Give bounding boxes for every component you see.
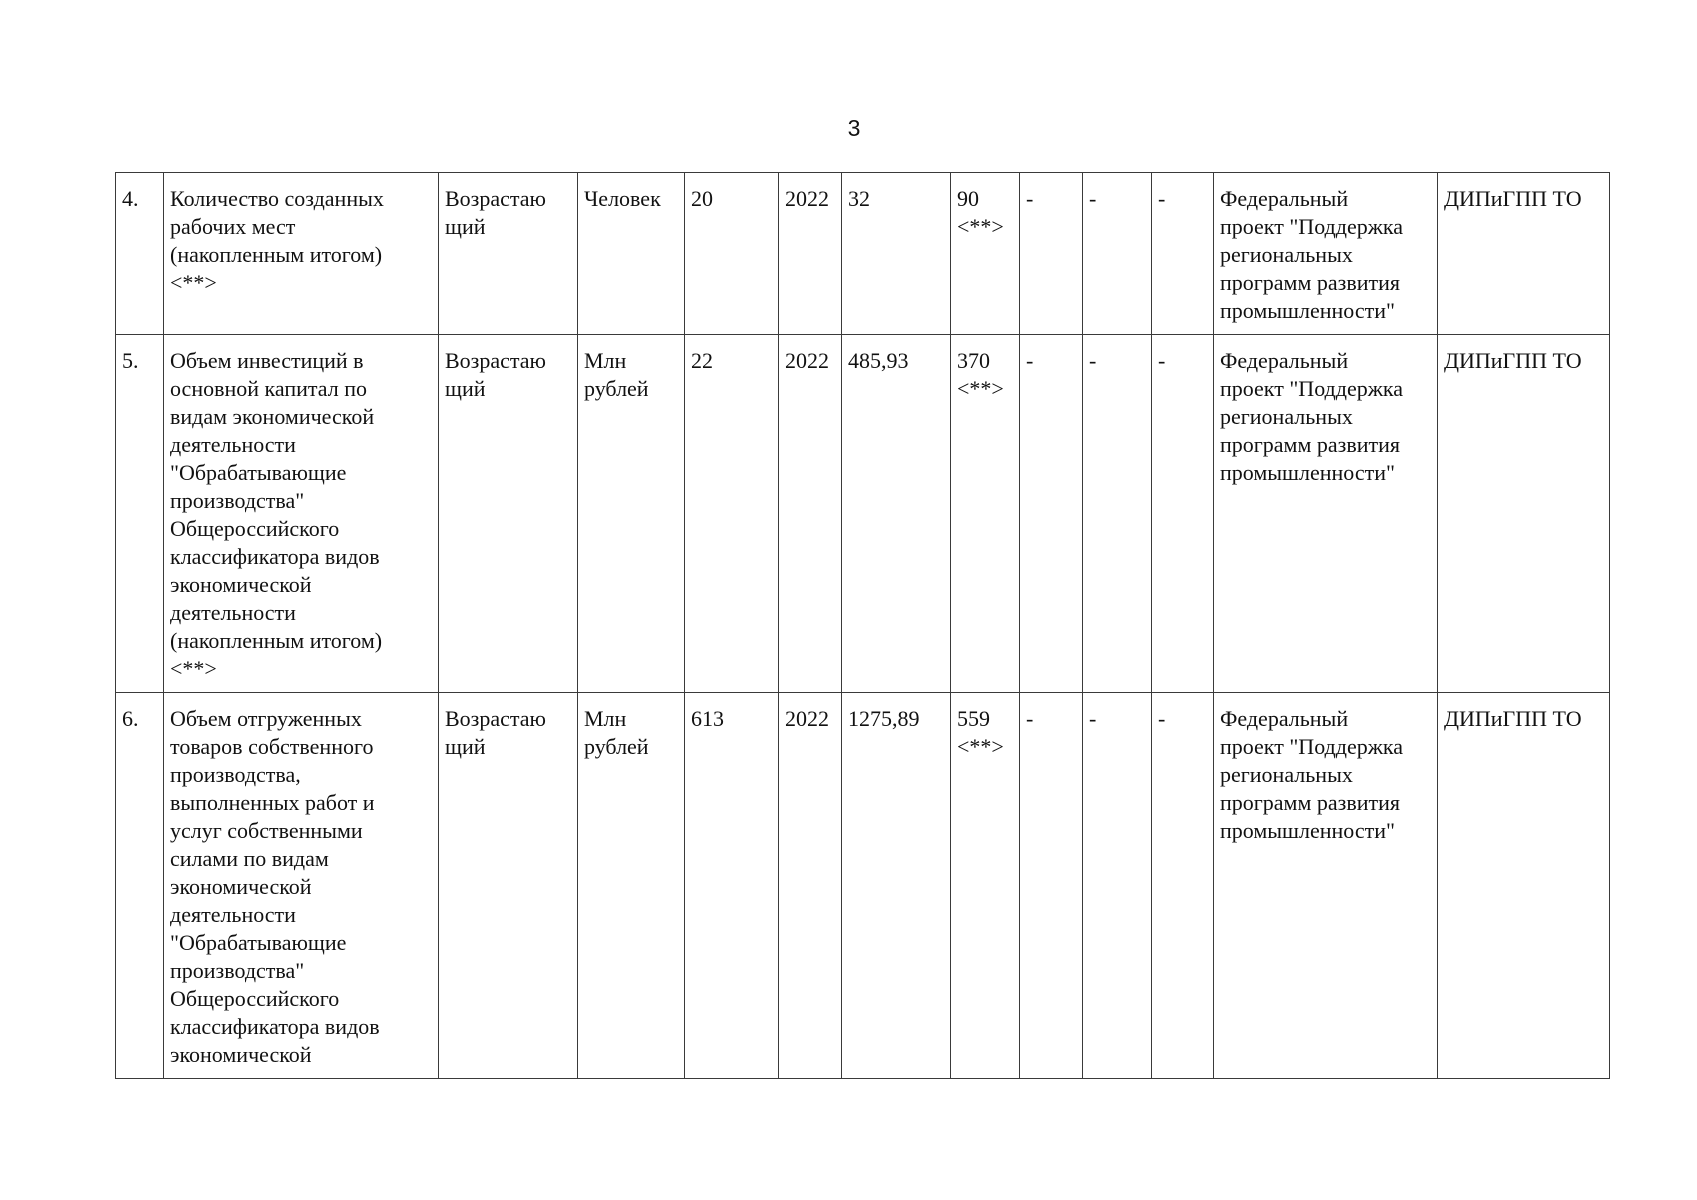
row-number: 4. bbox=[116, 173, 164, 335]
base-year: 2022 bbox=[779, 173, 842, 335]
value-2: 370 <**> bbox=[951, 335, 1020, 693]
base-value: 22 bbox=[685, 335, 779, 693]
responsible-body: ДИПиГПП ТО bbox=[1438, 173, 1610, 335]
value-3: - bbox=[1020, 335, 1083, 693]
base-year: 2022 bbox=[779, 693, 842, 1079]
table-row bbox=[116, 693, 1610, 1079]
indicator-name: Объем отгруженных товаров собственного производства, выполненных работ и услуг собственными силами по видам экономической деятельности "Обрабатывающие производства" Общероссийского классификатора видов экономической bbox=[164, 693, 439, 1079]
indicator-unit: Млн рублей bbox=[578, 335, 685, 693]
value-4: - bbox=[1083, 173, 1152, 335]
value-5: - bbox=[1152, 693, 1214, 1079]
page-number: 3 bbox=[847, 115, 861, 141]
value-5: - bbox=[1152, 335, 1214, 693]
value-1: 485,93 bbox=[842, 335, 951, 693]
indicator-trend: Возрастаю щий bbox=[439, 173, 578, 335]
base-year: 2022 bbox=[779, 335, 842, 693]
indicator-name: Объем инвестиций в основной капитал по видам экономической деятельности "Обрабатывающие производства" Общероссийского классификатора видов экономической деятельности (накопленным итогом) <**> bbox=[164, 335, 439, 693]
responsible-body: ДИПиГПП ТО bbox=[1438, 693, 1610, 1079]
value-4: - bbox=[1083, 335, 1152, 693]
indicator-trend: Возрастаю щий bbox=[439, 693, 578, 1079]
indicator-trend: Возрастаю щий bbox=[439, 335, 578, 693]
value-2: 90 <**> bbox=[951, 173, 1020, 335]
value-1: 32 bbox=[842, 173, 951, 335]
base-value: 20 bbox=[685, 173, 779, 335]
indicators-table bbox=[115, 172, 1610, 1079]
row-number: 6. bbox=[116, 693, 164, 1079]
base-value: 613 bbox=[685, 693, 779, 1079]
related-project: Федеральный проект "Поддержка региональных программ развития промышленности" bbox=[1214, 173, 1438, 335]
responsible-body: ДИПиГПП ТО bbox=[1438, 335, 1610, 693]
related-project: Федеральный проект "Поддержка региональных программ развития промышленности" bbox=[1214, 335, 1438, 693]
value-1: 1275,89 bbox=[842, 693, 951, 1079]
table-row bbox=[116, 335, 1610, 693]
indicator-unit: Человек bbox=[578, 173, 685, 335]
table-row bbox=[116, 173, 1610, 335]
indicator-unit: Млн рублей bbox=[578, 693, 685, 1079]
value-3: - bbox=[1020, 693, 1083, 1079]
row-number: 5. bbox=[116, 335, 164, 693]
value-5: - bbox=[1152, 173, 1214, 335]
value-3: - bbox=[1020, 173, 1083, 335]
related-project: Федеральный проект "Поддержка региональных программ развития промышленности" bbox=[1214, 693, 1438, 1079]
value-2: 559 <**> bbox=[951, 693, 1020, 1079]
indicator-name: Количество созданных рабочих мест (накопленным итогом) <**> bbox=[164, 173, 439, 335]
value-4: - bbox=[1083, 693, 1152, 1079]
